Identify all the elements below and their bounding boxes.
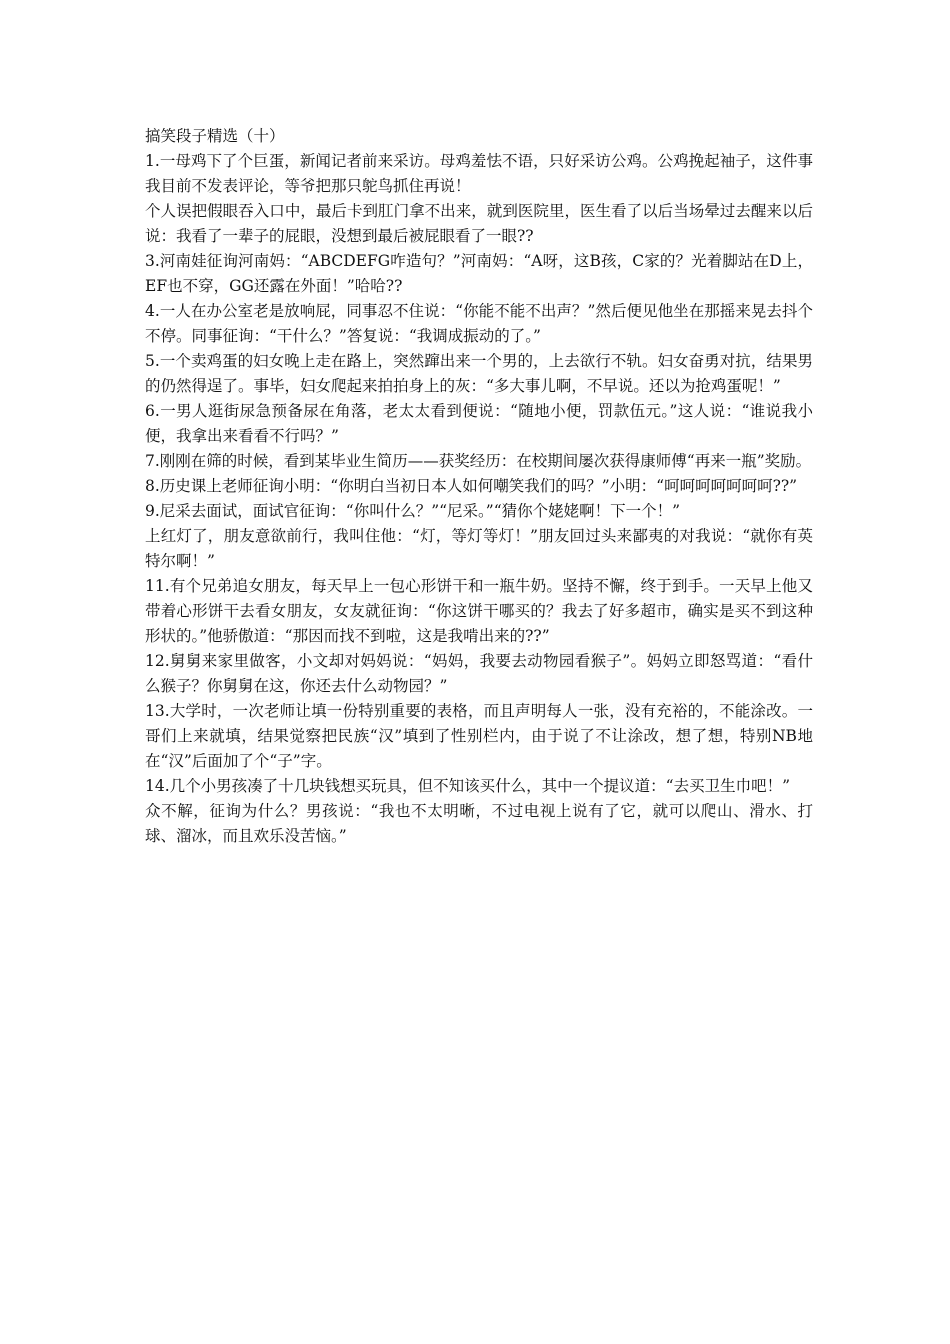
paragraph: 3.河南娃征询河南妈：“ABCDEFG咋造句？”河南妈：“A呀，这B孩，C家的？光着脚站在D上，EF也不穿，GG还露在外面！”哈哈?? — [145, 252, 813, 295]
paragraph: 14.几个小男孩凑了十几块钱想买玩具，但不知该买什么，其中一个提议道：“去买卫生巾吧！” — [145, 777, 791, 795]
paragraph: 13.大学时，一次老师让填一份特别重要的表格，而且声明每人一张，没有充裕的，不能涂改。一哥们上来就填，结果觉察把民族“汉”填到了性别栏内，由于说了不让涂改，想了想，特别NB地在“汉”后面加了个“子”字。 — [145, 702, 813, 770]
paragraph: 7.刚刚在筛的时候，看到某毕业生简历——获奖经历：在校期间屡次获得康师傅“再来一瓶”奖励。 — [145, 452, 812, 470]
paragraph-list — [145, 149, 813, 849]
document-body — [145, 124, 813, 849]
paragraph: 4.一人在办公室老是放响屁，同事忍不住说：“你能不能不出声？”然后便见他坐在那摇来晃去抖个不停。同事征询：“干什么？”答复说：“我调成振动的了。” — [145, 302, 813, 345]
paragraph: 1.一母鸡下了个巨蛋，新闻记者前来采访。母鸡羞怯不语，只好采访公鸡。公鸡挽起袖子，这件事我目前不发表评论，等爷把那只鸵鸟抓住再说！ — [145, 152, 813, 195]
paragraph: 12.舅舅来家里做客，小文却对妈妈说：“妈妈，我要去动物园看猴子”。妈妈立即怒骂道：“看什么猴子？你舅舅在这，你还去什么动物园？” — [145, 652, 813, 695]
paragraph: 6.一男人逛街尿急预备尿在角落，老太太看到便说：“随地小便，罚款伍元。”这人说：“谁说我小便，我拿出来看看不行吗？” — [145, 402, 813, 445]
paragraph: 5.一个卖鸡蛋的妇女晚上走在路上，突然蹿出来一个男的，上去欲行不轨。妇女奋勇对抗，结果男的仍然得逞了。事毕，妇女爬起来拍拍身上的灰：“多大事儿啊，不早说。还以为抢鸡蛋呢！” — [145, 352, 813, 395]
paragraph: 众不解，征询为什么？男孩说：“我也不太明晰，不过电视上说有了它，就可以爬山、滑水、打球、溜冰，而且欢乐没苦恼。” — [145, 802, 813, 845]
paragraph: 个人误把假眼吞入口中，最后卡到肛门拿不出来，就到医院里，医生看了以后当场晕过去醒来以后说：我看了一辈子的屁眼，没想到最后被屁眼看了一眼?? — [145, 202, 813, 245]
paragraph: 11.有个兄弟追女朋友，每天早上一包心形饼干和一瓶牛奶。坚持不懈，终于到手。一天早上他又带着心形饼干去看女朋友，女友就征询：“你这饼干哪买的？我去了好多超市，确实是买不到这种形状的。”他骄傲道：“那因而找不到啦，这是我啃出来的??” — [145, 577, 813, 645]
paragraph: 8.历史课上老师征询小明：“你明白当初日本人如何嘲笑我们的吗？”小明：“呵呵呵呵呵呵呵??” — [145, 477, 798, 495]
paragraph: 9.尼采去面试，面试官征询：“你叫什么？”“尼采。”“猜你个姥姥啊！下一个！” — [145, 502, 681, 520]
paragraph: 上红灯了，朋友意欲前行，我叫住他：“灯，等灯等灯！”朋友回过头来鄙夷的对我说：“就你有英特尔啊！” — [145, 527, 813, 570]
document-title: 搞笑段子精选（十） — [145, 127, 285, 145]
